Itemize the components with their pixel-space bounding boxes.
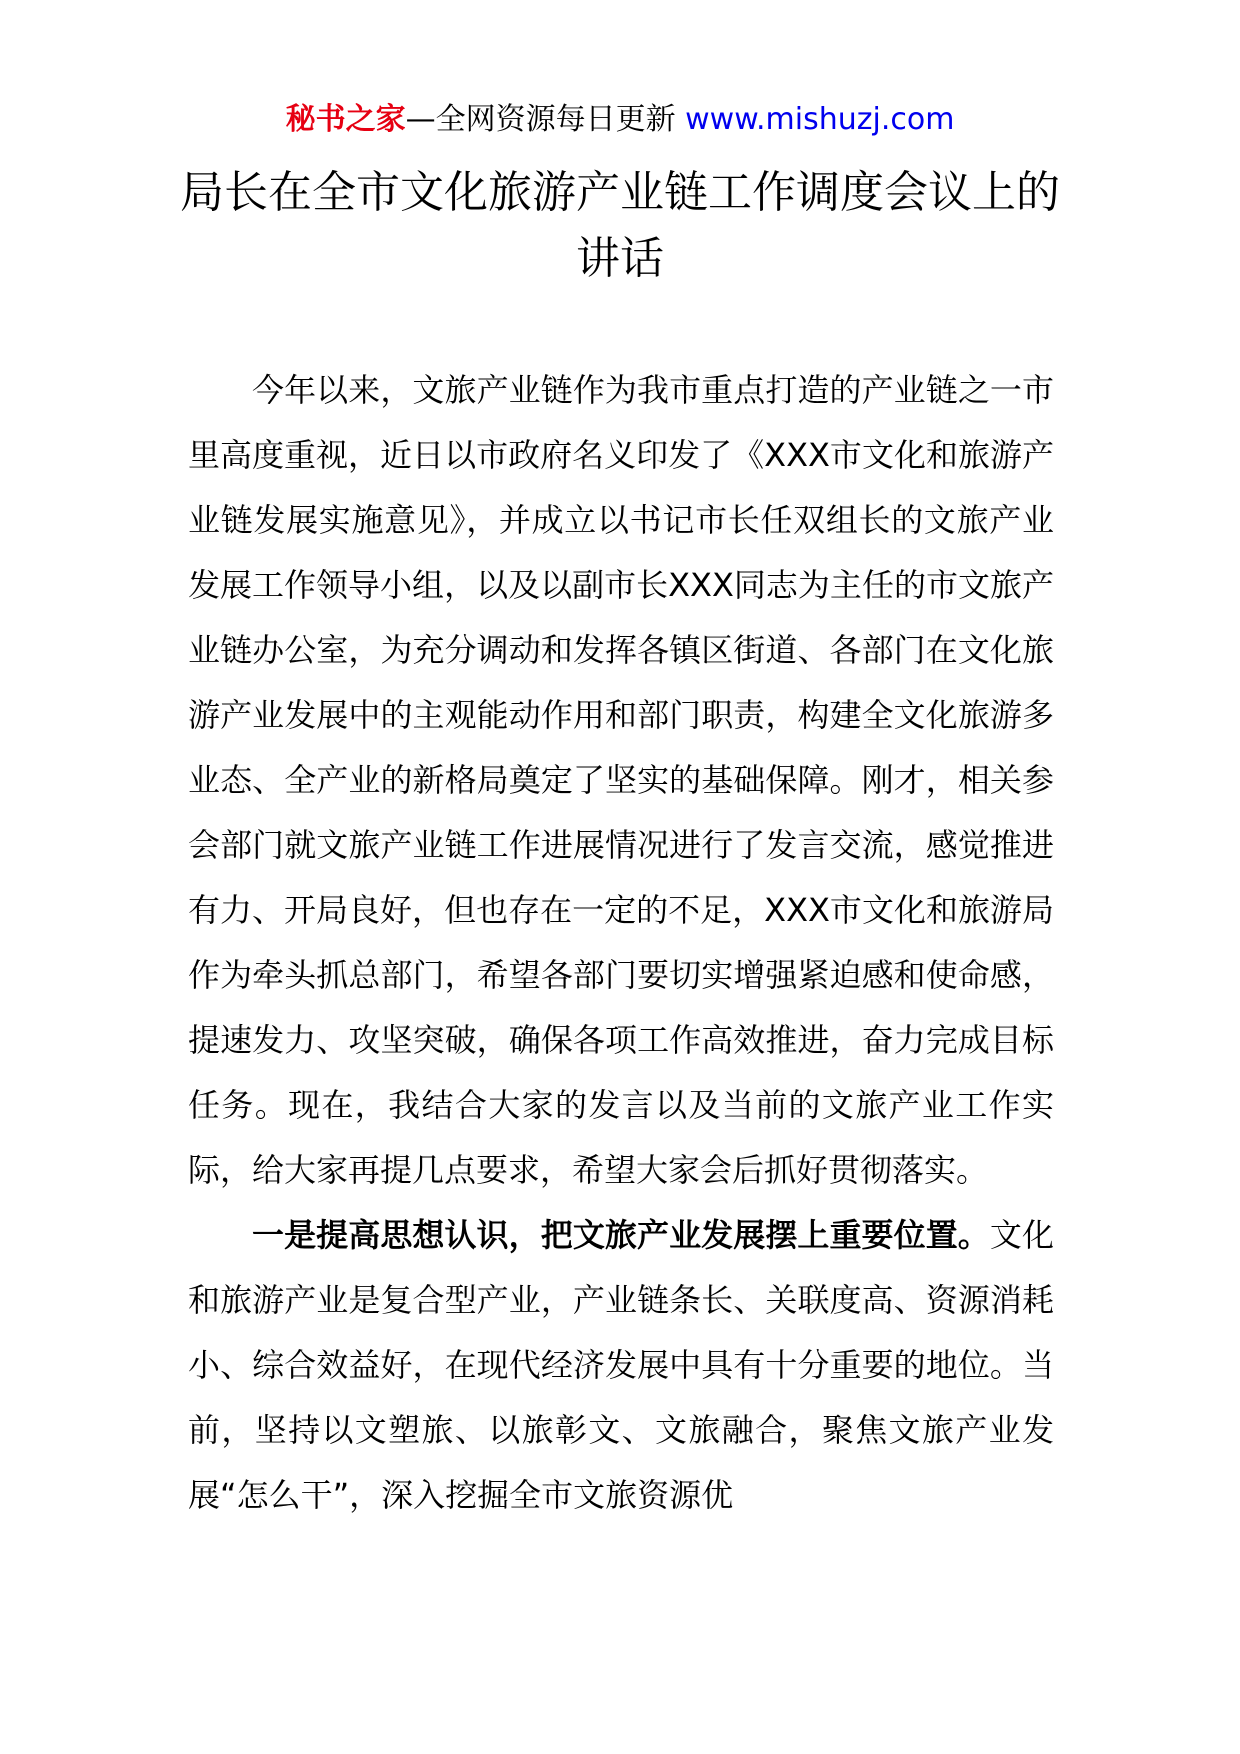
site-name: 秘书之家 (285, 102, 406, 137)
site-slogan: —全网资源每日更新 (405, 102, 686, 137)
document-body (188, 358, 1054, 1528)
paragraph-1-text: 今年以来，文旅产业链作为我市重点打造的产业链之一市里高度重视，近日以市政府名义印发了《XXX市文化和旅游产业链发展实施意见》，并成立以书记市长任双组长的文旅产业发展工作领导小组，以及以副市长XXX同志为主任的市文旅产业链办公室，为充分调动和发挥各镇区街道、各部门在文化旅游产业发展中的主观能动作用和部门职责，构建全文化旅游多业态、全产业的新格局奠定了坚实的基础保障。刚才，相关参会部门就文旅产业链工作进展情况进行了发言交流，感觉推进有力、开局良好，但也存在一定的不足，XXX市文化和旅游局作为牵头抓总部门，希望各部门要切实增强紧迫感和使命感，提速发力、攻坚突破，确保各项工作高效推进，奋力完成目标任务。现在，我结合大家的发言以及当前的文旅产业工作实际，给大家再提几点要求，希望大家会后抓好贯彻落实。 (188, 371, 1054, 1189)
site-header (0, 100, 1240, 140)
paragraph-2 (188, 1203, 1054, 1528)
paragraph-2-text: 文化和旅游产业是复合型产业，产业链条长、关联度高、资源消耗小、综合效益好，在现代经济发展中具有十分重要的地位。当前，坚持以文塑旅、以旅彰文、文旅融合，聚焦文旅产业发展“怎么干”，深入挖掘全市文旅资源优 (188, 1216, 1054, 1514)
paragraph-1 (188, 358, 1054, 1203)
site-url-link[interactable]: www.mishuzj.com (685, 102, 955, 137)
document-title: 局长在全市文化旅游产业链工作调度会议上的讲话 (180, 167, 1060, 284)
paragraph-2-lead: 一是提高思想认识，把文旅产业发展摆上重要位置。 (252, 1216, 990, 1254)
